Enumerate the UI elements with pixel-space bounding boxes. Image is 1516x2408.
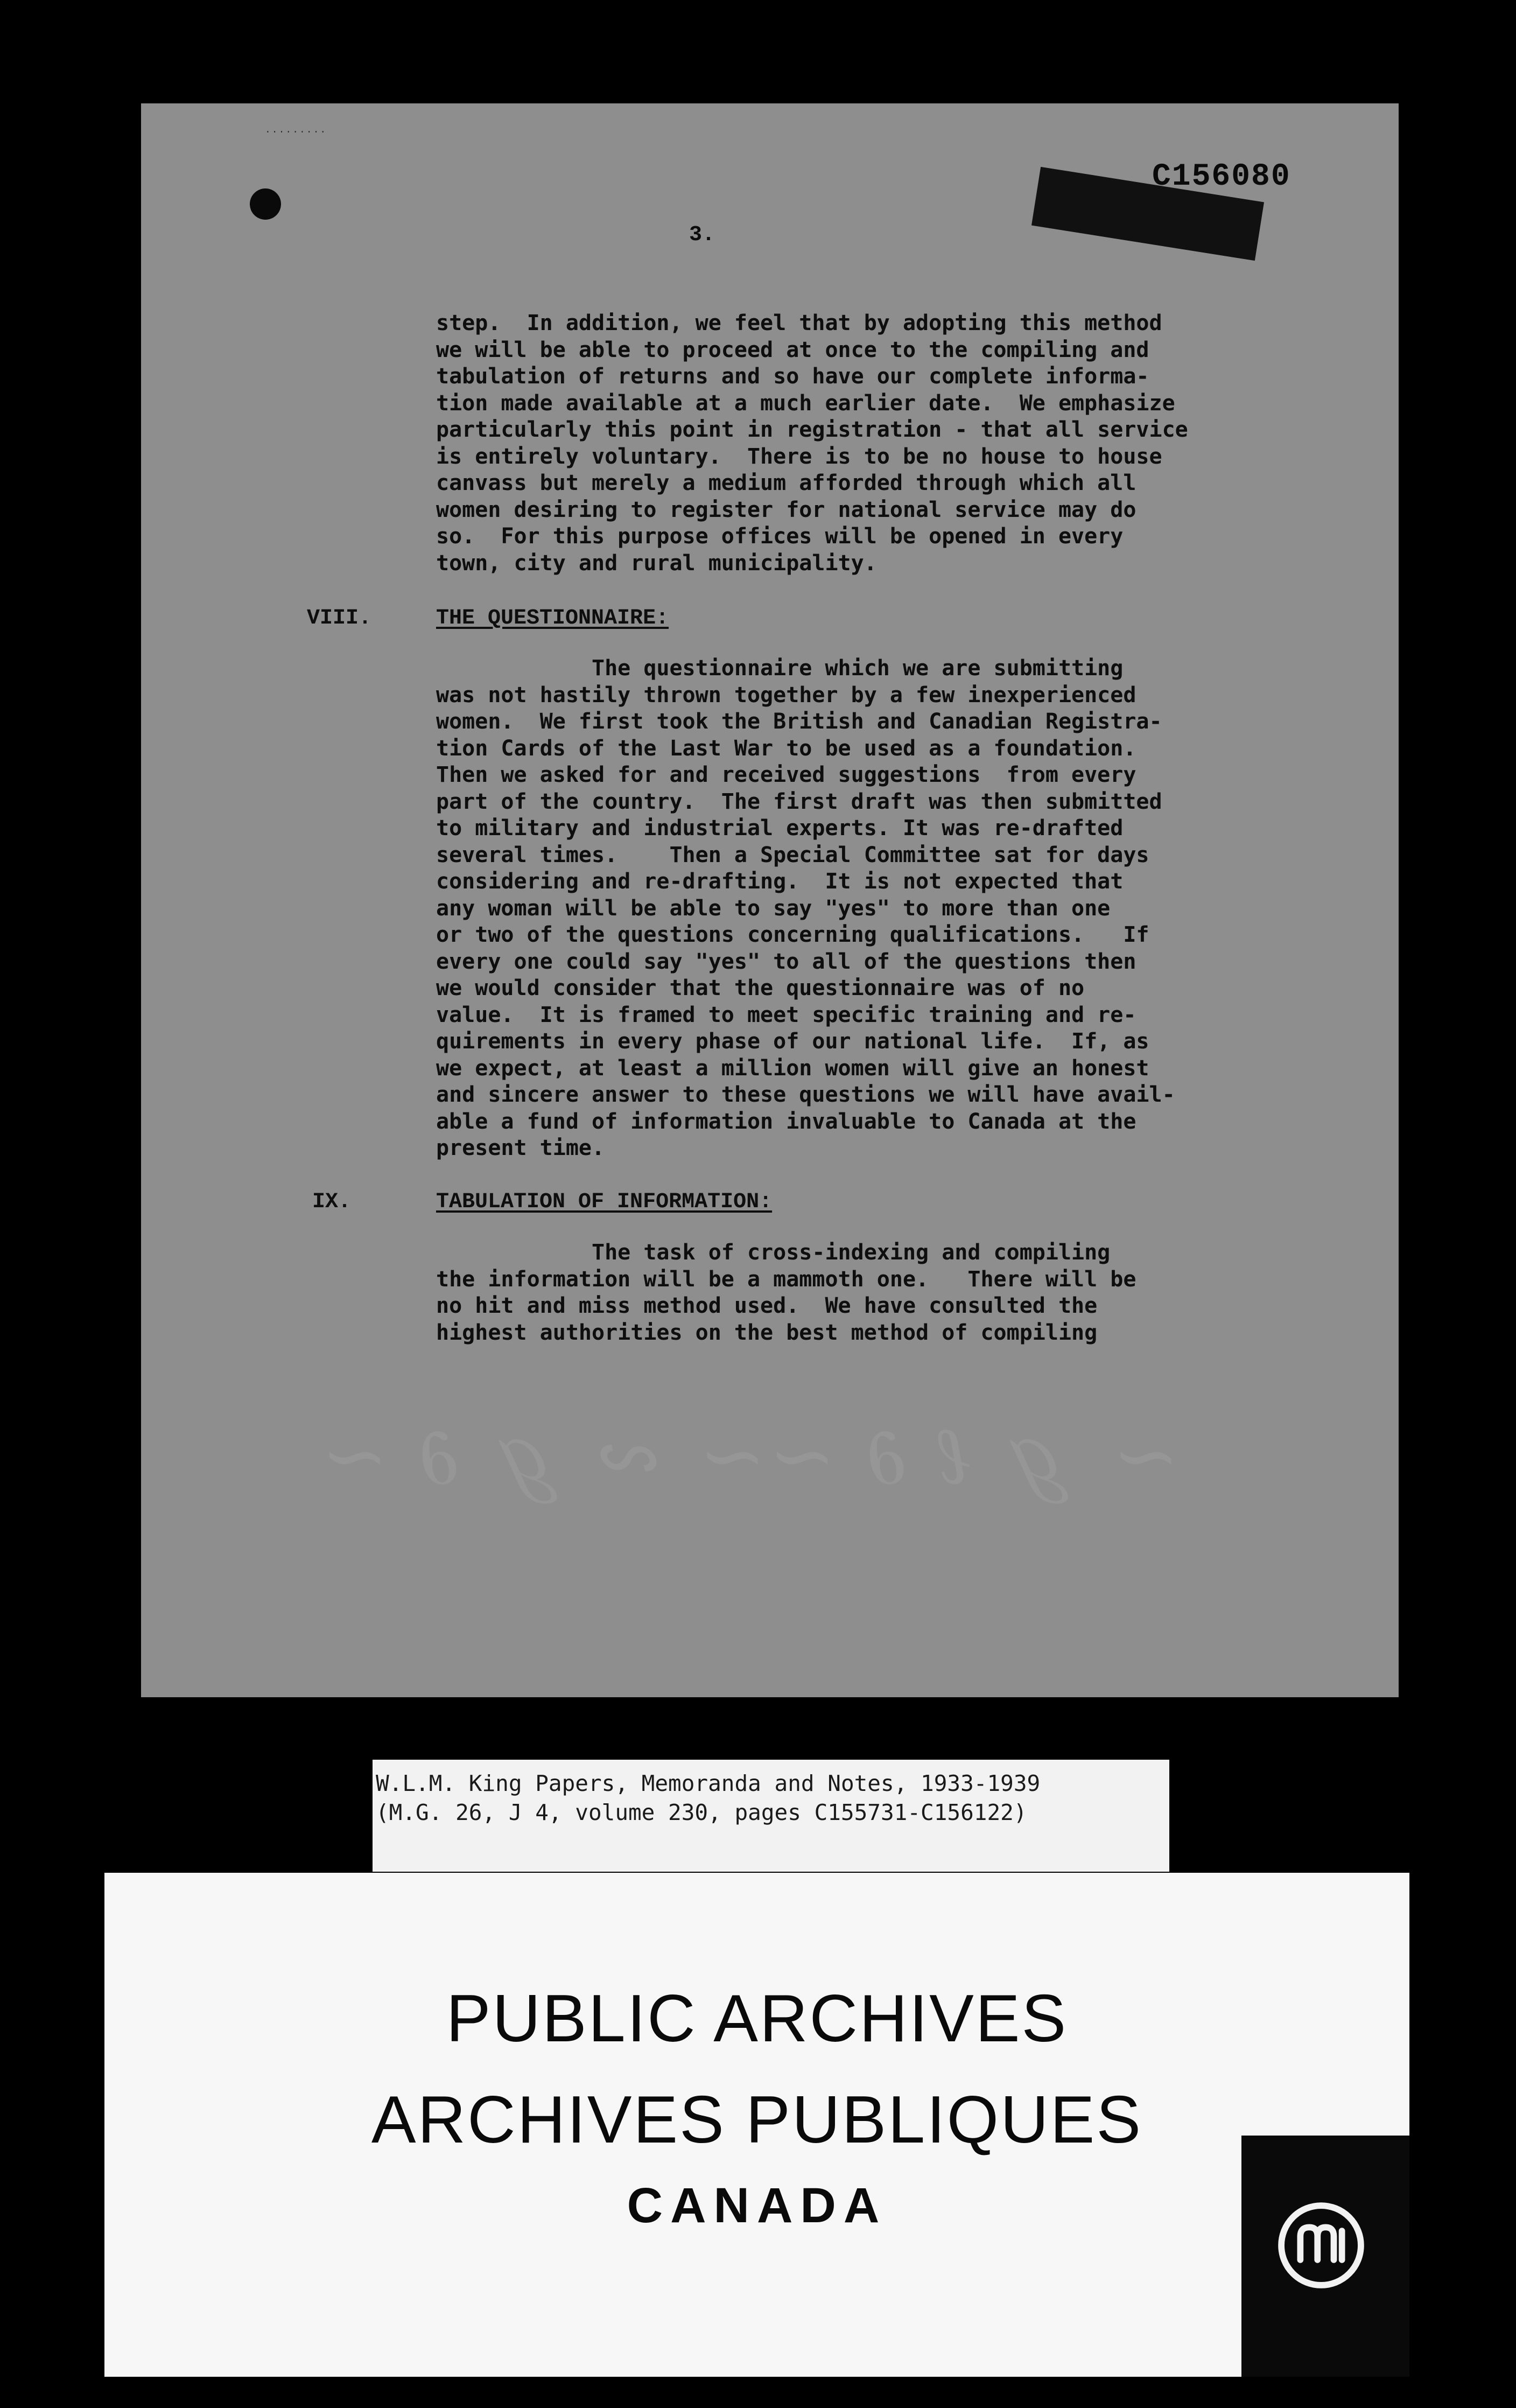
bleed-through-handwriting: ~ ℊ ℓ ∂ ~~ ∾ ℊ ∂ ~ xyxy=(319,1409,1180,1503)
paragraph-step: step. In addition, we feel that by adopting this method we will be able to proceed at once to the compiling and tabulation of returns and so have our complete informa- tion made available at a much earlier date. We emphasize particularly this point in registration - that all service is entirely voluntary. There is to be no house to house canvass but merely a medium afforded through which all women desiring to register for national service may do so. For this purpose offices will be opened in every town, city and rural municipality. xyxy=(436,311,1188,576)
section-8-title: THE QUESTIONNAIRE: xyxy=(436,606,669,631)
document-page xyxy=(141,103,1399,1697)
section-8-number: VIII. xyxy=(307,606,372,631)
page-number-stamp: C156080 xyxy=(1152,159,1291,194)
section-9-number: IX. xyxy=(312,1190,352,1214)
section-9-title: TABULATION OF INFORMATION: xyxy=(436,1190,773,1214)
paragraph-tabulation: The task of cross-indexing and compiling the information will be a mammoth one. There will be no hit and miss method used. We have consulted the highest authorities on the best method of compiling xyxy=(436,1240,1136,1345)
reference-line-2: (M.G. 26, J 4, volume 230, pages C155731-C156122) xyxy=(376,1800,1027,1825)
archives-card xyxy=(104,1873,1409,2377)
margin-smudge: ········· xyxy=(265,127,327,138)
reference-line-1: W.L.M. King Papers, Memoranda and Notes, 1933-1939 xyxy=(376,1770,1041,1796)
archives-title-fr: ARCHIVES PUBLIQUES xyxy=(371,2083,1143,2157)
archives-title-en: PUBLIC ARCHIVES xyxy=(446,1982,1068,2056)
punch-hole xyxy=(250,188,281,220)
archives-logo-icon xyxy=(1276,2200,1366,2291)
archives-country: CANADA xyxy=(627,2178,887,2233)
paragraph-questionnaire: The questionnaire which we are submitting was not hastily thrown together by a few inexperienced women. We first took the British and Canadian Registra- tion Cards of the Last War to be used as a foundation. Then we asked for and received suggestions from every part of the country. The first draft was then submitted to military and industrial experts. It was re-drafted several times. Then a Special Committee sat for days considering and re-drafting. It is not expected that any woman will be able to say "yes" to more than one or two of the questions concerning qualifications. If every one could say "yes" to all of the questions then we would consider that the questionnaire was of no value. It is framed to meet specific training and re- quirements in every phase of our national life. If, as we expect, at least a million women will give an honest and sincere answer to these questions we will have avail- able a fund of information invaluable to Canada at the present time. xyxy=(436,656,1175,1160)
page-folio: 3. xyxy=(689,223,715,247)
reference-label xyxy=(373,1760,1169,1872)
